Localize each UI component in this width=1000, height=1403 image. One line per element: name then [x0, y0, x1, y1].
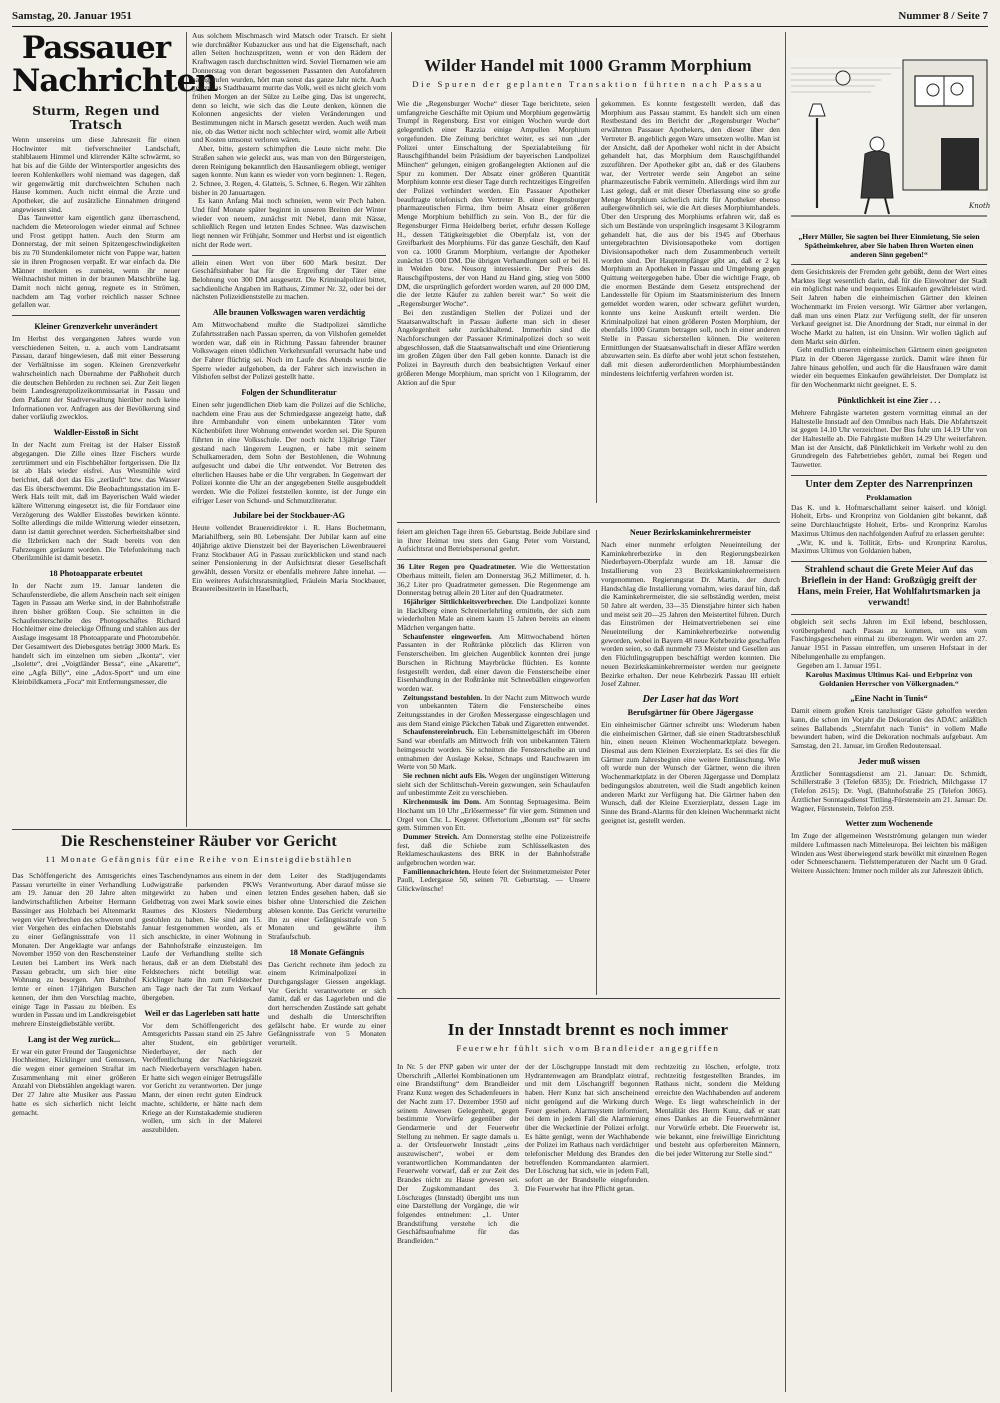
proclamation-signature: Karolus Maximus Ultimus Kai- und Erbprinz von Goldanien Herrscher von Völkergnaden.“: [805, 670, 973, 689]
article-paragraph: allein einen Wert von über 600 Mark besitzt. Der Geschäftsinhaber hat für die Ergreifung der Täter eine Belohnung von 300 DM ausgesetzt. Die Kriminalpolizei bittet, sachdienliche Angaben im Rathaus, Zimmer Nr. 32, oder bei der nächsten Polizeidienststelle zu machen.: [192, 257, 386, 302]
article-paragraph: eines Taschendynamos aus einem in der Ludwigstraße parkenden PKWs mitgewirkt zu haben und einen Geldbetrag von zwei Mark sowie eines Raumes des Klosters Niedernburg gestohlen zu haben. Sie sind am 15. Januar festgenommen worden, als er sich anschickte, in einer Wohnung in der Bahnhofstraße einzusteigen. Im Laufe der Verhandlung stellte sich heraus, daß er an dem Diebstahl des Feldstechers nicht beteiligt war. Kicklinger hatte ihn zum Feldstecher am Tage nach der Tat zum Verkauf übergeben.: [142, 871, 262, 1002]
news-lead: 36 Liter Regen pro Quadratmeter.: [397, 562, 517, 572]
cartoon-signature: Knoth: [969, 202, 991, 210]
innstadt-headline: In der Innstadt brennt es noch immer: [447, 1020, 729, 1039]
article-heading: Pünktlichkeit ist eine Zier . . .: [837, 395, 941, 405]
raeuber-headline: Die Reschensteiner Räuber vor Gericht: [61, 833, 337, 850]
article-paragraph: rechtzeitig zu löschen, erfolgte, trotz rechtzeitig festgestellten Brandes, im Rathaus nicht, sondern die Meldung erreichte den Wachhabenden auf anderem Wege. Es liegt wahrscheinlich in der Mentalität des Herrn Kunz, daß er statt eines Dankes an die Feuerwehrmänner nur Vorwürfe erhebt. Die Feuerwehr ist, wie bekannt, eine freiwillige Einrichtung und besteht aus opferbereiten Männern, die bei jeder Witterung zur Stelle sind.“: [655, 1062, 780, 1159]
news-text: Heute feiert der Steinmetzmeister Peter Paull, Ledergasse 50, seinen 70. Geburtstag. — Unsere Glückwünsche!: [397, 866, 590, 894]
article-heading: Kleiner Grenzverkehr unverändert: [34, 322, 158, 332]
article-paragraph: Einen sehr jugendlichen Dieb kam die Polizei auf die Schliche, nachdem eine Frau aus der Schmiedgasse angezeigt hatte, daß ihre Armbanduhr von einem unbekannten Täter vom Küchenbüfett ihrer Wohnung entwendet worden sei. Die Spuren führten in eine Volksschule. Der noch nicht 13jährige Täter gestand nach längerem Leugnen, er habe mit seinem Schulkameraden, dem Sohn der Bestohlenen, die Wohnung aufgesucht und dabei die Uhr entwendet. Vor Betreten des elterlichen Hauses habe er die Uhr vergraben. In Gegenwart der Polizei konnte die Uhr an der angegebenen Stelle ausgebuddelt werden. Wie die Polizei feststellen konnte, ist der Junge ein eifriger Leser von Schund- und Schmutzliteratur.: [192, 400, 386, 505]
article-paragraph: In Nr. 5 der PNP gaben wir unter der Überschrift „Allerlei Kombinationen um eine Brandstiftung“ dem Brandleider Franz Kunz wegen des Schadenfeuers in der Nacht zum 17. Dezember 1950 auf seinem Anwesen Gelegenheit, gegen bestimmte Vorwürfe gegenüber der Gendarmerie und der Feuerwehr Stellung zu nehmen. Er sagte damals u. a. der Ortsfeuerwehr Innstadt „eins auszuwischen“, wobei er dem verantwortlichen Kommandanten der Feuerwehr vorwarf, daß er zur Zeit des Brandes nicht zu Hause gewesen sei. Der Zugskommandant des 3. Löschzuges (Innstadt) übergibt uns nun eine Darstellung der Vorgänge, die wir folgendes entnehmen: „1. Unter Brandstiftung verstehe ich die Geschäftsaufnahme für das Brandleiden.“: [397, 1062, 519, 1246]
article-heading: Alle braunen Volkswagen waren verdächtig: [212, 308, 366, 318]
column-rule: [186, 32, 187, 827]
raeuber-deck: 11 Monate Gefängnis für eine Reihe von Einsteigdiebstählen: [45, 854, 353, 864]
news-text: Am Sonntag Septuagesima. Beim Hochamt um 10 Uhr „Erlösermesse“ für vier gem. Stimmen und Orgel von Chr. L. Kegerer. Offertorium „Bonum est“ für sechs gem. Stimmen von Ett.: [397, 797, 590, 833]
morphium-headline-block: [397, 56, 779, 96]
article-paragraph: obgleich seit sechs Jahren im Exil lebend, beschlossen, vorübergehend nach Passau zu kommen, um uns vom Faschingsgeschehen einmal zu überzeugen. Wir werden am 27. Januar 1951 in Passau eintreffen, um unseren Hofstaat in der Nibelungenhalle zu empfangen.: [791, 616, 987, 661]
article-paragraph: Wie die „Regensburger Woche“ dieser Tage berichtete, seien umfangreiche Geschäfte mit Opium und Morphium gegenwärtig Trumpf in Regensburg. Erst vor einigen Wochen wurde dort gelegentlich einer Razzia einige Ampullen Morphium vorgefunden. Die Zeitung berichtet weiter, es sei nun „der Polizei unter Einschaltung der Spezialabteilung für Rauschgifthandel beim Präsidium der bayerischen Landpolizei München“ gelungen, einigen großangelegten Aktionen auf die Spur zu kommen. Der Absatz einer größeren Quantität Morphium konnte erst dieser Tage durch rechtzeitiges Eingreifen der Polizei verhindert werden. Ein Passauer Apotheker beauftragte telefonisch den Vertreter B. einer Regensburger pharmazeutischen Firma, ihm beim Absatz einer größeren Menge Morphium behilflich zu sein. Von B., der für die Regensburger Firma Heidelberg beriet, erfuhr dessen Kollege H., dessen Tätigkeitsgebiet die Oberpfalz ist, von der Greifbarkeit des Morphiums. Für das ganze Geschäft, den Kauf von ca. 1000 Gramm Morphium, verlangte der Apotheker zunächst 15 000 DM. Die übrigen Verhandlungen soll er bei H. in Weiden bzw. Neusorg interessierte. Der Preis des Rauschgiftpostens, der von Hand zu Hand ging, stieg von 5000 DM, die ursprünglich gefordert worden waren, auf 20 000 DM, die der letzte Käufer zu zahlen bereit war.“ So weit die „Regensburger Woche“.: [397, 99, 590, 309]
article-paragraph: Ärztlicher Sonntagsdienst am 21. Januar: Dr. Schmidt, Schillerstraße 3 (Telefon 6835); Dr. Friedrich, Milchgasse 17 (Telefon 2615); Dr. Vogl, (Bahnhofstraße 25 (Telefon 3065). Ärztlicher Sonntagsdienst Tittling-Fürstenstein am 21. Januar: Dr. Wagner, Fürstenstein, Telefon 259.: [791, 768, 987, 813]
article-paragraph: Am Mittwochabend mußte die Stadtpolizei sämtliche Zufahrtsstraßen nach Passau sperren, da von Vilshofen gemeldet worden war, daß ein in Richtung Passau fahrender brauner Volkswagen einen tödlichen Verkehrsunfall verursacht habe und der Fahrer flüchtig sei. Noch im Laufe des Abends wurde die Sperre wieder aufgehoben, da der Fahrer sich inzwischen in Vilshofen selbst der Polizei gestellt hatte.: [192, 320, 386, 382]
divider: [397, 559, 590, 560]
article-paragraph: Nach einer nunmehr erfolgten Neueinteilung der Kaminkehrerbezirke in den Regierungsbezirken Niederbayern-Oberpfalz wurde am 18. Januar die Installierung von 23 Bezirkskaminkehrermeistern vorgenommen. Regierungsrat Dr. Martin, der durch Handschlag die Installierung vornahm, wies darauf hin, daß die Kaminkehrermeister, die sie selbständig werden, meist 50 Jahre alt werden, 33—35 Dienstjahre hinter sich haben und meist seit 20—25 Jahren den Meistertitel führen. Durch das Einströmen der Heimatvertriebenen sei eine Neueinteilung der Kaminkehrerbezirke notwendig geworden, wobei in Bayern 48 neue Kehrbezirke geschaffen worden seien, so daß nunmehr 73 Meister und Gesellen aus den Flüchtlingsgruppen beschäftigt werden konnten. Die neuen Bezirkskaminkehrermeister werden nur geeignete Bezirke erhalten. Der neue Kehrbezirk Passau III erhielt Josef Zahner.: [601, 540, 780, 689]
advert-verse: Strahlend schaut die Grete Meier Auf das Brieflein in der Hand: Großzügig greift der Hans, mein Freier, Hat Wohlfahrtsmarken ja verwandt!: [797, 564, 981, 608]
morphium-column-2: [601, 100, 780, 520]
column-short-news: [397, 527, 591, 894]
morphium-deck: Die Spuren der geplanten Transaktion führten nach Passau: [412, 79, 764, 89]
raeuber-column-1: [12, 872, 136, 1394]
divider: [397, 998, 780, 999]
innstadt-column-2: [525, 1063, 649, 1393]
column-rule: [596, 530, 597, 995]
news-text: Ein Lebensmittelgeschäft im Oberen Sand war ebenfalls am Mittwoch früh von unbekannten Tätern heimgesucht worden. Sie schnitten die Fensterscheibe an und entnahmen der Auslage Kekse, Schnaps und Rauchwaren im Werte von 50 Mark.: [397, 727, 590, 772]
article-paragraph: dem Leiter des Stadtjugendamts Verantwortung. Aber darauf müsse sie letzten Endes gesehen haben, daß sie bisher ohne Unterschied die Zeichen ablesen konnte. Das Gericht verurteilte ihn zu einer Gefängnisstrafe von 5 Monaten und gewährte ihm Strafaufschub.: [268, 871, 386, 941]
article-paragraph: [397, 694, 590, 729]
article-paragraph: [397, 633, 590, 694]
article-paragraph: Er war ein guter Freund der Taugenichtse Hochheimer, Kicklinger und Genossen, die wegen einer gemeinen Straftat im Zusammenhang mit einer größeren Anzahl von Diebstählen angeklagt waren. Der 27 Jahre alte Musiker aus Passau hatte es sich sicherlich nicht leicht gemacht.: [12, 1046, 136, 1117]
article-paragraph: [397, 728, 590, 772]
article-heading: Der Laser hat das Wort: [642, 693, 739, 705]
article-paragraph: Im Zuge der allgemeinen Westströmung gelangen nun wieder mildere Luftmassen nach Mitteleuropa. Bei leichten bis mäßigen Winden aus West überwiegend stark bewölkt mit einzelnen Regen oder Schneeschauern. Tiefsttemperaturen der Nacht um 0 Grad. Weitere Aussichten: Immer noch milder als zur Jahreszeit üblich.: [791, 831, 987, 876]
news-text: In der Nacht zum Mittwoch wurde von unbekannten Tätern die Fensterscheibe eines Zeitungsstandes in der Großen Messergasse eingeschlagen und aus dem Stand einige Päckchen Tabak und Zigaretten entwendet.: [397, 692, 590, 728]
page-header: [12, 6, 988, 26]
news-lead: Sie rechnen nicht aufs Eis.: [403, 770, 487, 780]
divider: [791, 561, 987, 562]
article-heading: Jeder muß wissen: [857, 756, 921, 766]
masthead-title: [12, 30, 217, 99]
innstadt-headline-block: [397, 1020, 779, 1060]
masthead-title-line1: Passauer: [21, 30, 171, 66]
innstadt-column-1: [397, 1063, 519, 1393]
article-paragraph: der der Löschgruppe Innstadt mit dem Hydrantenwagen am Brandplatz eintraf, und mit dem Löschangriff begonnen haben. Herr Kunz hat sich anscheinend nicht genügend auf die Wirkung durch Feuer gesehen. Alarmsystem informiert, bei dem in jedem Fall die Alarmierung über die Weckerlinie der Polizei erfolgt. Es hätte genügt, wenn der Wachhabende der Polizei im Rathaus nach verdächtiger telefonischer Meldung des Brandes den betreffenden Kommandanten alarmiert. Der Löschzug hat sich, wie in jedem Fall, sofort an der Brandstelle eingefunden. Die Feuerwehr hat ihre Pflicht getan.: [525, 1062, 649, 1193]
news-text: Wie die Wetterstation Oberhaus mitteilt, fielen am Donnerstag 36,2 Millimeter, d. h. 36,2 Liter pro Quadratmeter gemessen. Die Regenmenge am Donnerstag betrug allein 20 Liter auf den Quadratmeter.: [397, 562, 591, 598]
raeuber-column-2: [142, 872, 262, 1394]
proclamation-heading: Proklamation: [866, 492, 912, 502]
article-paragraph: Damit einem großen Kreis tanzlustiger Gäste geholfen werden kann, die schon im Vorjahr die Dekoration des ADAC anläßlich seines Ballabends „Sternfahrt nach Tunis“ in vollem Maße bewundert haben, wird die Dekoration nochmals aufgebaut. Am Samstag, den 21. Januar, im Großen Redoutensaal.: [791, 706, 987, 751]
innstadt-deck: Feuerwehr fühlt sich vom Brandleider angegriffen: [456, 1043, 720, 1053]
article-paragraph: [397, 833, 590, 868]
article-paragraph: Das Schöffengericht des Amtsgerichts Passau verurteilte in einer Verhandlung am 19. Januar den 20 Jahre alten landwirtschaftlichen Arbeiter Hermann Bassinger aus Holzbach bei Altenmarkt wegen vier Verbrechen des schweren und vier Vergehen des einfachen Diebstahls zu einer Gefängnisstrafe von 11 Monaten. Der Angeklagte war anfangs November 1950 von den Reschensteiner Leuten bei Lambert ins Werk nach Passau gebracht, um sich hier eine Wohnung zu besorgen. Am Bahnhof lernte er einen 17jährigen Burschen kennen, der ihm den Vorschlag machte, einige Tage in Passau zu bleiben. Es wurden in Passau und im Landkreisgebiet mehrere Einsteigdiebstähle verübt.: [12, 871, 136, 1028]
article-heading: „Eine Nacht in Tunis“: [850, 694, 928, 704]
article-paragraph: Wenn unsereins um diese Jahreszeit für einen Hochwinter mit tiefverschneiter Landschaft, stahlblauem Himmel und klirrender Kälte schwärmt, so hat bis auf die Gilde der Wintersportler angesichts des leeren Kohlenkellers wohl niemand was dagegen, daß wir gegenwärtig mit durchweichten Schuhen nach Hause kommen. Auch nicht einmal die Ärzte und Apotheker, die auf zusätzliche Einnahmen dringend angewiesen sind.: [12, 135, 180, 214]
article-paragraph: Mehrere Fahrgäste warteten gestern vormittag einmal an der Haltestelle Innstadt auf den Omnibus nach Hals. Die Abfahrtszeit ist gegen 14.10 Uhr verzeichnet. Der Bus fuhr um 14.19 Uhr von der Haltestelle ab. Die Fahrgäste mußten 14.29 Uhr weiterfahren. Man ist der Ansicht, daß Pünktlichkeit im Verkehr wohl zu den Grundregeln des Fahrbetriebes gehört, zumal bei Regen und Tauwetter.: [791, 407, 987, 470]
cartoon-caption: „Herr Müller, Sie sagten bei Ihrer Einmietung, Sie seien Spätheimkehrer, aber Sie haben Ihren Worten einen anderen Sinn gegeben!“: [798, 232, 980, 259]
news-lead: Zeitungsstand bestohlen.: [403, 692, 483, 702]
raeuber-column-3: [268, 872, 386, 1394]
column-rule: [596, 98, 597, 503]
article-paragraph: Das Gericht rechnete ihm jedoch zu einem Kriminalpolizei in Durchgangslager Giessen angeklagt. Vor Gericht verantwortete er sich damit, daß er das Lagerleben und die dort herrschenden Zustände satt gehabt und deshalb die Unterschriften gefälscht habe. Er wurde zu einer Gefängnisstrafe von 5 Monaten verurteilt.: [268, 959, 386, 1047]
article-paragraph: Aber, bitte, gestern schimpften die Leute nicht mehr. Die Straßen sahen wie geleckt aus, was man von den Bürgersteigen, deren Reinigung bekanntlich den Hausanliegern obliegt, weniger sagen konnte. Nun kann es wieder von vorn beginnen: 1. Regen, 2. Schnee, 3. Regen, 4. Glatteis, 5. Schnee, 6. Regen. Wir zählten bisher in 20 Januartagen.: [192, 144, 386, 197]
article-paragraph: Im Herbst des vergangenen Jahres wurde von verschiedenen Seiten, u. a. auch vom Landratsamt Passau, darauf hingewiesen, daß mit einer Besserung der Verhältnisse im sogen. Kleinen Grenzverkehr wahrscheinlich nach Übernahme der Paßhoheit durch die deutschen Behörden zu rechnen sei. Zur Zeit liegen beim Landesgrenzpolizeikommissariat in Passau und dem Paßamt der Stadtverwaltung hierüber noch keine Informationen vor. Anfragen aus der Bevölkerung sind daher vorläufig zwecklos.: [12, 334, 180, 422]
masthead-title-line2: Nachrichten: [12, 63, 217, 99]
article-heading: 18 Monate Gefängnis: [289, 947, 365, 957]
article-paragraph: feiert am gleichen Tage ihren 65. Geburtstag. Beide Jubilare sind in ihrer Heimat treu stets den Gang Peter vom Vorstand, Aufsichtsrat und Betriebspersonal geehrt.: [397, 527, 590, 554]
news-lead: Dummer Streich.: [403, 831, 459, 841]
article-paragraph: Es kann Anfang Mai noch schneien, wenn wir Pech haben. Und fünf Monate später beginnt in unseren Breiten der Winter wieder von neuem, zunächst mit Nebel, dann mit Nässe, schließlich Regen und letzten Endes Schnee. Was dazwischen liegt nennen wir Frühjahr, Sommer und Herbst und ist eigentlich nicht der Rede wert.: [192, 196, 386, 249]
news-text: Am Mittwochabend hörten Passanten in der Roßtränke plötzlich das Klirren von Fensterscheiben. Im gleichen Augenblick konnten drei junge Burschen in Richtung Mayrbrücke flüchten. Es konnte festgestellt werden, daß einer davon die Fensterscheibe einer Eisenhandlung in der Roßtränke mit Schneebällen eingeworfen worden war.: [397, 631, 590, 693]
article-heading: Waldler-Eisstoß in Sicht: [53, 428, 139, 438]
article-paragraph: [397, 598, 590, 633]
news-text: Am Donnerstag stellte eine Polizeistreife fest, daß die Schiebe zum Schlüsselkasten des Reklameschaukastens des BRK in der Bahnhofstraße aufgebrochen worden war.: [397, 831, 590, 868]
divider: [397, 522, 780, 523]
news-lead: Kirchenmusik im Dom.: [403, 797, 481, 807]
article-paragraph: „Wir, K. und k. Tollität, Erbs- und Kronprinz Karolus, Maximus Ultimus von Goldanien haben,: [791, 537, 987, 556]
column-right: [791, 232, 987, 1392]
divider: [791, 475, 987, 476]
cartoon-drawing: [791, 58, 991, 228]
news-text: Wegen der ungünstigen Witterung sieht sich der Schlittschuh-Verein gezwungen, sein Schaulaufen auf unbestimmte Zeit zu verschieben.: [397, 770, 590, 798]
news-lead: Schaufenstereinbruch.: [403, 727, 475, 737]
article-paragraph: Vor dem Schöffengericht des Amtsgerichts Passau stand ein 25 Jahre alter Student, ein gebürtiger Niederbayer, der nach der Veröffentlichung der Nachkriegszeit nach Niederbayern verschlagen haben. Er hatte sich wegen einiger Betrugsfälle vor Gericht zu verantworten. Der junge Mann, der einen recht guten Eindruck machte, schilderte, er hätte nach dem Kriege an der Kunstakademie studieren wollen, um sich in der Malerei auszubilden.: [142, 1020, 262, 1134]
article-paragraph: Aus solchem Mischmasch wird Matsch oder Tratsch. Er sieht wie durchnäßter Kubazucker aus und hat die Eigenschaft, nach allen Seiten hochzuspritzen, wenn er von den Rädern der Kraftwagen rasch durchschnitten wird. Soviel Tiernamen wie am Donnerstag von derart begossenen Passanten den Autofahrern nachgerufen wurden, hört man sonst das ganze Jahr nicht. Auch gegen das Stadtbauamt murrte das Volk, weil es nicht gleich vom frühen Morgen an der Sülze zu Leibe ging. Das ist ungerecht, denn so leicht, wie sich das die Leute denken, können die Kolonnen angesichts der vielen Veränderungen und Bestimmungen nicht in Marsch gesetzt werden. Auch weiß man nie, ob das Wetter nicht noch schlechter wird, womit alle Arbeit und Kosten umsonst verloren wären.: [192, 31, 386, 145]
article-heading: Jubilare bei der Stockbauer-AG: [233, 511, 345, 521]
article-paragraph: [397, 563, 590, 598]
masthead: [12, 30, 217, 132]
column-kaminkehrer: [601, 528, 780, 993]
article-paragraph: gekommen. Es konnte festgestellt werden, daß das Morphium aus Passau stammt. Es handelt sich um einen Restbestand des im Bericht der „Regensburger Woche“ erwähnten Passauer Apothekers, den dieser über den Vertreter B. angeblich gegen Ware umsetzen wollte. Man ist der Ansicht, daß der Apotheker wohl nicht in der Absicht gehandelt hat, das Morphium dem Rauschgifthandel zuzuführen. Der Apotheker gibt an, daß er des Glaubens war, der Vertreter werde sein Angebot an seine pharmazeutische Fabrik vermitteln. Allerdings wird ihm zur Last gelegt, daß er mit dieser Überlassung eine so große Menge Morphium sicherlich nicht für Apotheker ebenso außergewöhnlich sei, wie die Art dieses Morphiumhandels. Über den Ursprung des Morphiums erfahren wir, daß es sich um Bestände von ursprünglich insgesamt 3 Kilogramm gehandelt hat, die aus der bis 1945 auf Oberhaus untergebrachten Divisionsapotheke vom dortigen Divisionsapotheker nach dem Zusammenbruch verteilt worden sind. Der Hauptempfänger gibt an, daß er 2 kg Morphium an Apotheken in Passau und Umgebung gegen Quittung weitergegeben habe. Über die wichtige Frage, ob die enormen Bestände dem Gesetz entsprechend der Landesstelle für Opium im Staatsministerium des Innern gemeldet worden waren, oder schwarz geführt wurden, konnte uns keine Auskunft erteilt werden. Die Kriminalpolizei hat einen größeren Posten Morphium, der ebenfalls 1000 Gramm betragen soll, noch in einer anderen Stelle in Passau sicherstellen können. Die weiteren Ermittlungen der Staatsanwaltschaft in dieser Affäre werden abzuwarten sein. Es dürfte aber wohl jetzt schon feststehen, daß mit diesen außerordentlichen Morphiumbeständen mindestens leichtfertig verfahren worden ist.: [601, 99, 780, 378]
article-heading: Berufsgärtner für Obere Jägergasse: [627, 707, 754, 717]
news-text: Die Landpolizei konnte in Hacklberg einen Schreinerlehrling ermitteln, der sich zum wiederholten Male an einem kaum 15 Jahren bereits an einem Mädchen vergangen hatte.: [397, 596, 590, 633]
header-date: Samstag, 20. Januar 1951: [12, 10, 132, 22]
article-heading: 18 Photoapparate erbeutet: [49, 568, 143, 578]
article-paragraph: Ein einheimischer Gärtner schreibt uns: Wiederum haben die einheimischen Gärtner, daß sie einen Stadtratsbeschluß hin, einen neuen Kleinen Wochenmarktplatz bewegen. Diesmal aus dem Kleinen Exerzierplatz. Es sei dies für die Gärtner zum Jahresbeginn eine weitere Enttäuschung. Wie oft wurde nun der Wunsch der Gärtner, wenn die ihren Wochenmarktplatz in der Oberen Jägergasse und Domplatz bedingungslos abzutreten, weil die Stadt angeblich keinen anderen Markt zur Verfügung hat. Die Gärtner haben den Wunsch, daß der Kleine Exerzierplatz, dessen Lage im Sinne des Brand-Alarms für den kleinen Wochenmarkt nicht geeignet ist, gestellt werden.: [601, 719, 780, 825]
article-paragraph: Heute vollendet Brauereidirektor i. R. Hans Buchetmann, Mariahilfberg, sein 80. Lebensjahr. Der Jubilar kann auf eine 40jährige aktive Dienstzeit bei der Bayerischen Löwenbrauerei Franz Stockbauer AG in Passau zurückblicken und stand nach seiner Pensionierung in der Aufsichtsrat dieser Gesellschaft gewählt, dessen Vorsitz er ebenfalls mehrere Jahre innehat. — Ein weiteres Aufsichtsratsmitglied, Fräulein Maria Stockbauer, Brauereibesitzerin in Haselbach,: [192, 523, 386, 594]
news-lead: Schaufenster eingeworfen.: [403, 631, 492, 641]
column-rule: [391, 32, 392, 1392]
masthead-subtitle: Sturm, Regen und Tratsch: [32, 104, 160, 132]
header-issue: Nummer 8 / Seite 7: [898, 10, 988, 22]
article-paragraph: Das Tauwetter kam eigentlich ganz überraschend, nachdem die Meteorologen wieder einmal auf Schnee und Frost getippt hatten. Auch den Sturm am Donnerstag, der mit seinen Spitzengeschwindigkeiten bis zu 70 Stundenkilometer nicht von Pappe war, hatten sie in ihren Prognosen verpaßt. Er war einfach da. Die Männer merkten es zumeist, wenn ihr neuer Weihnachtshut mitten in der braunen Matschbrühe lag. Damit noch nicht genug, regnete es in Strömen, nachdem am Tag vorher reichlich nasser Schnee gefallen war.: [12, 213, 180, 310]
carnival-heading: Unter dem Zepter des Narrenprinzen: [805, 478, 973, 490]
divider: [12, 315, 180, 316]
article-paragraph: In der Nacht zum 19. Januar landeten die Schaufensterdiebe, die allem Anschein nach seit einigen Tagen in Passau am Werke sind, in der Bahnhofstraße ihren bisher größten Coup. Sie schnitten in die Schaufensterscheibe des Photogeschäftes Richard Hochleitner eine dreieckige Öffnung und stahlen aus der Auslage insgesamt 18 Photoapparate und Photozubehör. Der Gesamtwert des Diebesgutes beträgt 3000 Mark. Es handelt sich im einzelnen um sieben „Ikonta“, vier „Isolette“, drei „Voigtländer Bessa“, eine „Akarette“, eine „Agfa Billy“, eine „Adox-Sport“ und um eine Kleinbildkamera „Foca“ mit Entfernungsmesser, die: [12, 580, 180, 686]
morphium-column-1: [397, 100, 590, 520]
morphium-headline: Wilder Handel mit 1000 Gramm Morphium: [424, 56, 752, 75]
article-paragraph: [397, 798, 590, 833]
divider: [192, 255, 386, 256]
divider: [791, 264, 987, 265]
divider: [791, 614, 987, 615]
innstadt-column-3: [655, 1063, 780, 1393]
divider: [12, 829, 391, 830]
news-lead: 16jähriger Sittlichkeitsverbrecher.: [403, 596, 514, 606]
column-local-news-2: [192, 32, 386, 829]
article-heading: Weil er das Lagerleben satt hatte: [144, 1008, 260, 1018]
article-heading: Lang ist der Weg zurück...: [27, 1034, 121, 1044]
header-rule: [12, 26, 988, 27]
article-heading: Folgen der Schundliteratur: [241, 388, 337, 398]
column-rule: [785, 32, 786, 1392]
article-paragraph: Bei den zuständigen Stellen der Polizei und der Staatsanwaltschaft in Passau äußerte man sich in dieser Angelegenheit sehr zurückhaltend. Immerhin sind die Nachforschungen der Passauer Kriminalpolizei doch so weit abgeschlossen, daß die Staatsanwaltschaft und eine Orientierung im großen Zügen über den Fall geben konnte. Danach ist die Polizei in Bayreuth durch den beabsichtigten Verkauf einer größeren Menge Morphium, man spricht von 1 Kilogramm, der Aktion auf die Spur: [397, 307, 590, 387]
column-local-news: [12, 30, 217, 829]
article-paragraph: dem Gesichtskreis der Fremden geht gebüßt, denn der Wert eines Marktes liegt wesentlich darin, daß für die Einwohner der Stadt ein möglichst nahe und bequemes Einkaufen gewährleistet wird. Seit Jahren haben die einheimischen Gärtner den kleinen Wochenmarkt im Freien versorgt. Wir Gärtner aber verlangen, daß man uns einen Platz zur Verfügung stellt, der für unseren Verkauf geeignet ist. Die Anordnung der Stadt, nur einmal in der Woche Markt zu halten, ist ein Unsinn. Wir wollen täglich auf dem Markt sein dürfen.: [791, 267, 987, 346]
article-paragraph: Gegeben am 1. Januar 1951.: [797, 660, 882, 670]
news-lead: Familiennachrichten.: [403, 866, 471, 876]
article-paragraph: Das K. und k. Hofmarschallamt seiner kaiserl. und königl. Hoheit, Erbs- und Kronprinz von Goldanien gibt bekannt, daß seine Durchlauchtigste Hoheit, Erbs- und Kronprinz Karolus Maximus Ultimus den nachfolgenden Aufruf zu erlassen geruhte:: [791, 502, 987, 538]
cartoon-illustration: [791, 58, 991, 228]
raeuber-headline-block: [12, 833, 386, 869]
article-paragraph: In der Nacht zum Freitag ist der Halser Eisstoß abgegangen. Die Zille eines Ilzer Fischers wurde zertrümmert und ein Fischbehälter fortgerissen. Die Ilz ist ab Hals wieder eisfrei. Aus Wiesmühle wird berichtet, daß dort das Eis „zerläuft“ bzw. das Wasser das Eis überschwemmt. Die Beobachtungsstation im E-Werk Hals teilt mit, daß im Bayerischen Wald wieder kältere Witterung eingesetzt ist, die für Fortdauer eine Verzögerung des Waldler Eisstoßes bewirken könnte. Sollte allerdings die milde Witterung wieder einsetzen, dann ist damit gerechnet werden. Sicherheitshalber sind die Ilzbrücken nach der Stadt bereits von den Fahrzeugen geräumt worden. Die Telefonleitung nach Oberilzmühle ist damit besetzt.: [12, 440, 180, 563]
article-heading: Neuer Bezirkskaminkehrermeister: [629, 528, 752, 537]
article-paragraph: [397, 772, 590, 798]
article-paragraph: Geht endlich unseren einheimischen Gärtnern einen geeigneten Platz in der Oberen Jägergasse zurück. Damit wäre ihnen für Jahre hinaus geholfen, und auch für die Hausfrauen wäre damit wieder ein bequemes Einkaufen gewährleistet. Der Domplatz ist für den Wochenmarkt nicht geeignet. E. S.: [791, 345, 987, 390]
article-heading: Wetter zum Wochenende: [845, 819, 933, 829]
article-paragraph: [397, 868, 590, 894]
